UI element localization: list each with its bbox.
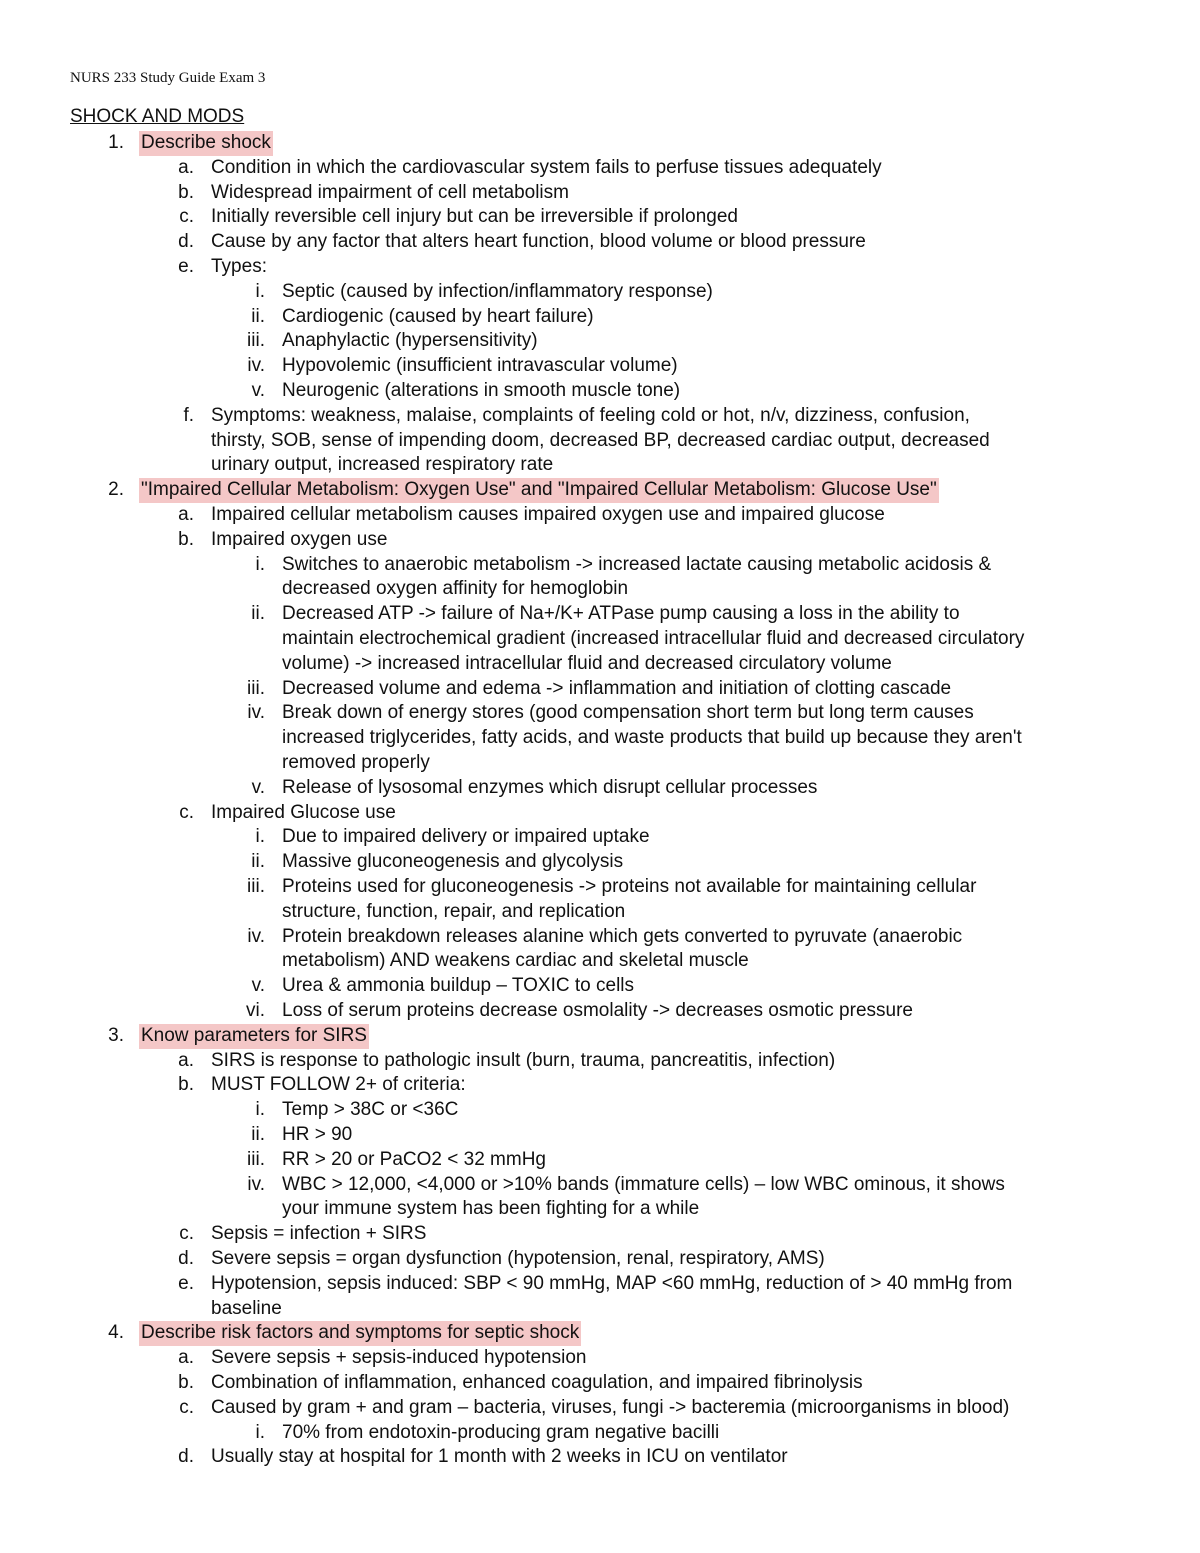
list-item-continuation xyxy=(0,949,1200,974)
list-marker: i. xyxy=(255,1099,265,1121)
list-item-text: Initially reversible cell injury but can be irreversible if prolonged xyxy=(211,206,738,228)
list-marker: v. xyxy=(251,380,265,401)
list-item-text: Usually stay at hospital for 1 month with 2 weeks in ICU on ventilator xyxy=(211,1446,788,1468)
list-marker: c. xyxy=(179,206,194,228)
list-item xyxy=(0,305,1200,330)
list-item-text: Cause by any factor that alters heart function, blood volume or blood pressure xyxy=(211,231,866,253)
list-marker: ii. xyxy=(251,851,265,873)
list-item-continuation xyxy=(0,1297,1200,1322)
list-item-text: Cardiogenic (caused by heart failure) xyxy=(282,305,594,327)
list-item xyxy=(0,1073,1200,1098)
list-marker: iii. xyxy=(247,1148,265,1170)
highlighted-question: Describe shock xyxy=(139,131,273,156)
list-item xyxy=(0,1396,1200,1421)
list-item xyxy=(0,553,1200,578)
list-item xyxy=(0,280,1200,305)
list-item-text: Due to impaired delivery or impaired uptake xyxy=(282,826,650,848)
list-item-text: Caused by gram + and gram – bacteria, viruses, fungi -> bacteremia (microorganisms in blood) xyxy=(211,1396,1010,1418)
list-item xyxy=(0,1049,1200,1074)
list-marker: iv. xyxy=(247,925,265,947)
list-marker: d. xyxy=(178,231,194,253)
list-item-text: decreased oxygen affinity for hemoglobin xyxy=(282,578,629,600)
section-title: SHOCK AND MODS xyxy=(70,106,245,127)
list-item-text: Severe sepsis + sepsis-induced hypotension xyxy=(211,1347,587,1369)
list-item xyxy=(0,1173,1200,1198)
list-marker: c. xyxy=(179,1396,194,1418)
list-marker: iv. xyxy=(247,1173,265,1195)
list-item-text: MUST FOLLOW 2+ of criteria: xyxy=(211,1074,466,1096)
list-marker: iii. xyxy=(247,677,265,699)
list-item xyxy=(0,1445,1200,1470)
list-item-text: SIRS is response to pathologic insult (burn, trauma, pancreatitis, infection) xyxy=(211,1049,836,1071)
list-item xyxy=(0,528,1200,553)
list-item xyxy=(0,404,1200,429)
list-item-continuation xyxy=(0,429,1200,454)
list-marker: i. xyxy=(255,280,265,302)
list-item-text: Impaired Glucose use xyxy=(211,801,396,823)
list-item-continuation xyxy=(0,726,1200,751)
list-item xyxy=(0,181,1200,206)
list-marker: iii. xyxy=(247,330,265,352)
list-marker: d. xyxy=(178,1248,194,1269)
list-marker: b. xyxy=(178,528,194,550)
list-item-text: urinary output, increased respiratory rate xyxy=(211,454,554,476)
list-item-text: Switches to anaerobic metabolism -> increased lactate causing metabolic acidosis & xyxy=(282,553,992,575)
list-marker: a. xyxy=(178,156,194,178)
list-item-continuation xyxy=(0,652,1200,677)
list-item-text: metabolism) AND weakens cardiac and skeletal muscle xyxy=(282,950,749,972)
list-item-text: thirsty, SOB, sense of impending doom, decreased BP, decreased cardiac output, decreased xyxy=(211,429,990,451)
list-item xyxy=(0,1346,1200,1371)
list-item xyxy=(0,925,1200,950)
list-item-text: increased triglycerides, fatty acids, and waste products that build up because they aren't xyxy=(282,727,1022,749)
list-marker: e. xyxy=(178,1272,194,1294)
list-item-text: Release of lysosomal enzymes which disrupt cellular processes xyxy=(282,776,818,798)
list-item-text: 70% from endotoxin-producing gram negative bacilli xyxy=(282,1421,720,1443)
list-item-text: Massive gluconeogenesis and glycolysis xyxy=(282,851,624,873)
list-item xyxy=(0,1272,1200,1297)
list-item xyxy=(0,478,1200,503)
list-marker: a. xyxy=(178,1049,194,1071)
list-marker: 3. xyxy=(108,1024,124,1046)
list-item-text: Symptoms: weakness, malaise, complaints of feeling cold or hot, n/v, dizziness, confusion, xyxy=(211,404,970,426)
list-item xyxy=(0,1321,1200,1346)
list-item xyxy=(0,1123,1200,1148)
list-item xyxy=(0,329,1200,354)
list-item xyxy=(0,131,1200,156)
list-item-text: your immune system has been fighting for a while xyxy=(282,1198,700,1220)
list-item-text: Neurogenic (alterations in smooth muscle tone) xyxy=(282,380,681,401)
list-item-text: maintain electrochemical gradient (increased intracellular fluid and decreased circulatory xyxy=(282,628,1025,649)
list-item-text: Anaphylactic (hypersensitivity) xyxy=(282,330,538,352)
list-item-text: Decreased volume and edema -> inflammation and initiation of clotting cascade xyxy=(282,677,952,699)
list-item-continuation xyxy=(0,577,1200,602)
list-item-continuation xyxy=(0,751,1200,776)
list-item-continuation xyxy=(0,1197,1200,1222)
list-marker: v. xyxy=(251,776,265,798)
list-item xyxy=(0,354,1200,379)
list-item-text: Hypotension, sepsis induced: SBP < 90 mmHg, MAP <60 mmHg, reduction of > 40 mmHg from xyxy=(211,1272,1013,1294)
list-marker: b. xyxy=(178,1372,194,1393)
list-marker: 1. xyxy=(108,132,124,153)
list-marker: b. xyxy=(178,181,194,203)
list-marker: v. xyxy=(251,975,265,997)
list-item xyxy=(0,776,1200,801)
list-marker: iv. xyxy=(247,355,265,377)
list-item xyxy=(0,677,1200,702)
list-item xyxy=(0,974,1200,999)
list-item-continuation xyxy=(0,900,1200,925)
list-item-text: Protein breakdown releases alanine which gets converted to pyruvate (anaerobic xyxy=(282,925,963,947)
list-item xyxy=(0,1098,1200,1123)
list-item-text: Impaired oxygen use xyxy=(211,528,388,550)
list-item xyxy=(0,701,1200,726)
list-item-text: removed properly xyxy=(282,752,430,773)
list-item xyxy=(0,1222,1200,1247)
list-item-text: Widespread impairment of cell metabolism xyxy=(211,181,569,203)
list-item-text: baseline xyxy=(211,1297,282,1319)
list-marker: ii. xyxy=(251,1124,265,1145)
list-item xyxy=(0,255,1200,280)
list-item xyxy=(0,875,1200,900)
list-marker: a. xyxy=(178,504,194,525)
list-item-text: structure, function, repair, and replication xyxy=(282,900,626,922)
list-item-text: HR > 90 xyxy=(282,1124,353,1145)
list-item-text: Urea & ammonia buildup – TOXIC to cells xyxy=(282,975,635,997)
list-item-text: Temp > 38C or <36C xyxy=(282,1099,459,1121)
list-item xyxy=(0,230,1200,255)
list-marker: ii. xyxy=(251,305,265,327)
list-marker: c. xyxy=(179,801,194,823)
list-marker: f. xyxy=(183,404,194,426)
list-item xyxy=(0,999,1200,1024)
list-item xyxy=(0,1247,1200,1272)
list-item-text: Septic (caused by infection/inflammatory response) xyxy=(282,280,713,302)
list-marker: ii. xyxy=(251,603,265,625)
list-item xyxy=(0,503,1200,528)
list-marker: iii. xyxy=(247,876,265,897)
list-marker: c. xyxy=(179,1223,194,1245)
highlighted-question: Know parameters for SIRS xyxy=(139,1024,369,1049)
list-item-text: Impaired cellular metabolism causes impaired oxygen use and impaired glucose xyxy=(211,504,885,525)
list-item xyxy=(0,602,1200,627)
list-item xyxy=(0,156,1200,181)
list-item xyxy=(0,850,1200,875)
list-marker: i. xyxy=(255,1421,265,1443)
list-marker: a. xyxy=(178,1347,194,1369)
list-item-continuation xyxy=(0,627,1200,652)
list-item-continuation xyxy=(0,453,1200,478)
list-item-text: Condition in which the cardiovascular system fails to perfuse tissues adequately xyxy=(211,156,882,178)
list-item-text: Severe sepsis = organ dysfunction (hypotension, renal, respiratory, AMS) xyxy=(211,1248,825,1269)
list-marker: vi. xyxy=(246,1000,265,1021)
list-item-text: volume) -> increased intracellular fluid and decreased circulatory volume xyxy=(282,652,892,674)
list-marker: iv. xyxy=(247,702,265,724)
list-item-text: Decreased ATP -> failure of Na+/K+ ATPase pump causing a loss in the ability to xyxy=(282,603,960,625)
list-item-text: Sepsis = infection + SIRS xyxy=(211,1223,427,1245)
list-item xyxy=(0,825,1200,850)
list-marker: 4. xyxy=(108,1322,124,1344)
list-item xyxy=(0,379,1200,404)
list-item-text: Loss of serum proteins decrease osmolality -> decreases osmotic pressure xyxy=(282,1000,913,1021)
list-item-text: Types: xyxy=(211,256,267,277)
list-marker: 2. xyxy=(108,479,124,501)
highlighted-question: "Impaired Cellular Metabolism: Oxygen Use" and "Impaired Cellular Metabolism: Glucose Use" xyxy=(139,478,939,503)
list-item xyxy=(0,205,1200,230)
list-item-text: Break down of energy stores (good compensation short term but long term causes xyxy=(282,702,974,724)
list-marker: d. xyxy=(178,1446,194,1468)
list-marker: b. xyxy=(178,1074,194,1096)
list-marker: i. xyxy=(255,553,265,575)
list-marker: e. xyxy=(178,256,194,277)
list-item xyxy=(0,1024,1200,1049)
list-item xyxy=(0,801,1200,826)
list-marker: i. xyxy=(255,826,265,848)
list-item-text: Combination of inflammation, enhanced coagulation, and impaired fibrinolysis xyxy=(211,1372,863,1393)
list-item-text: Hypovolemic (insufficient intravascular volume) xyxy=(282,355,678,377)
list-item-text: WBC > 12,000, <4,000 or >10% bands (immature cells) – low WBC ominous, it shows xyxy=(282,1173,1005,1195)
list-item xyxy=(0,1148,1200,1173)
list-item xyxy=(0,1371,1200,1396)
list-item-text: Proteins used for gluconeogenesis -> proteins not available for maintaining cellular xyxy=(282,876,977,897)
document-header: NURS 233 Study Guide Exam 3 xyxy=(70,70,266,86)
highlighted-question: Describe risk factors and symptoms for septic shock xyxy=(139,1321,581,1346)
list-item xyxy=(0,1421,1200,1446)
list-item-text: RR > 20 or PaCO2 < 32 mmHg xyxy=(282,1148,546,1170)
